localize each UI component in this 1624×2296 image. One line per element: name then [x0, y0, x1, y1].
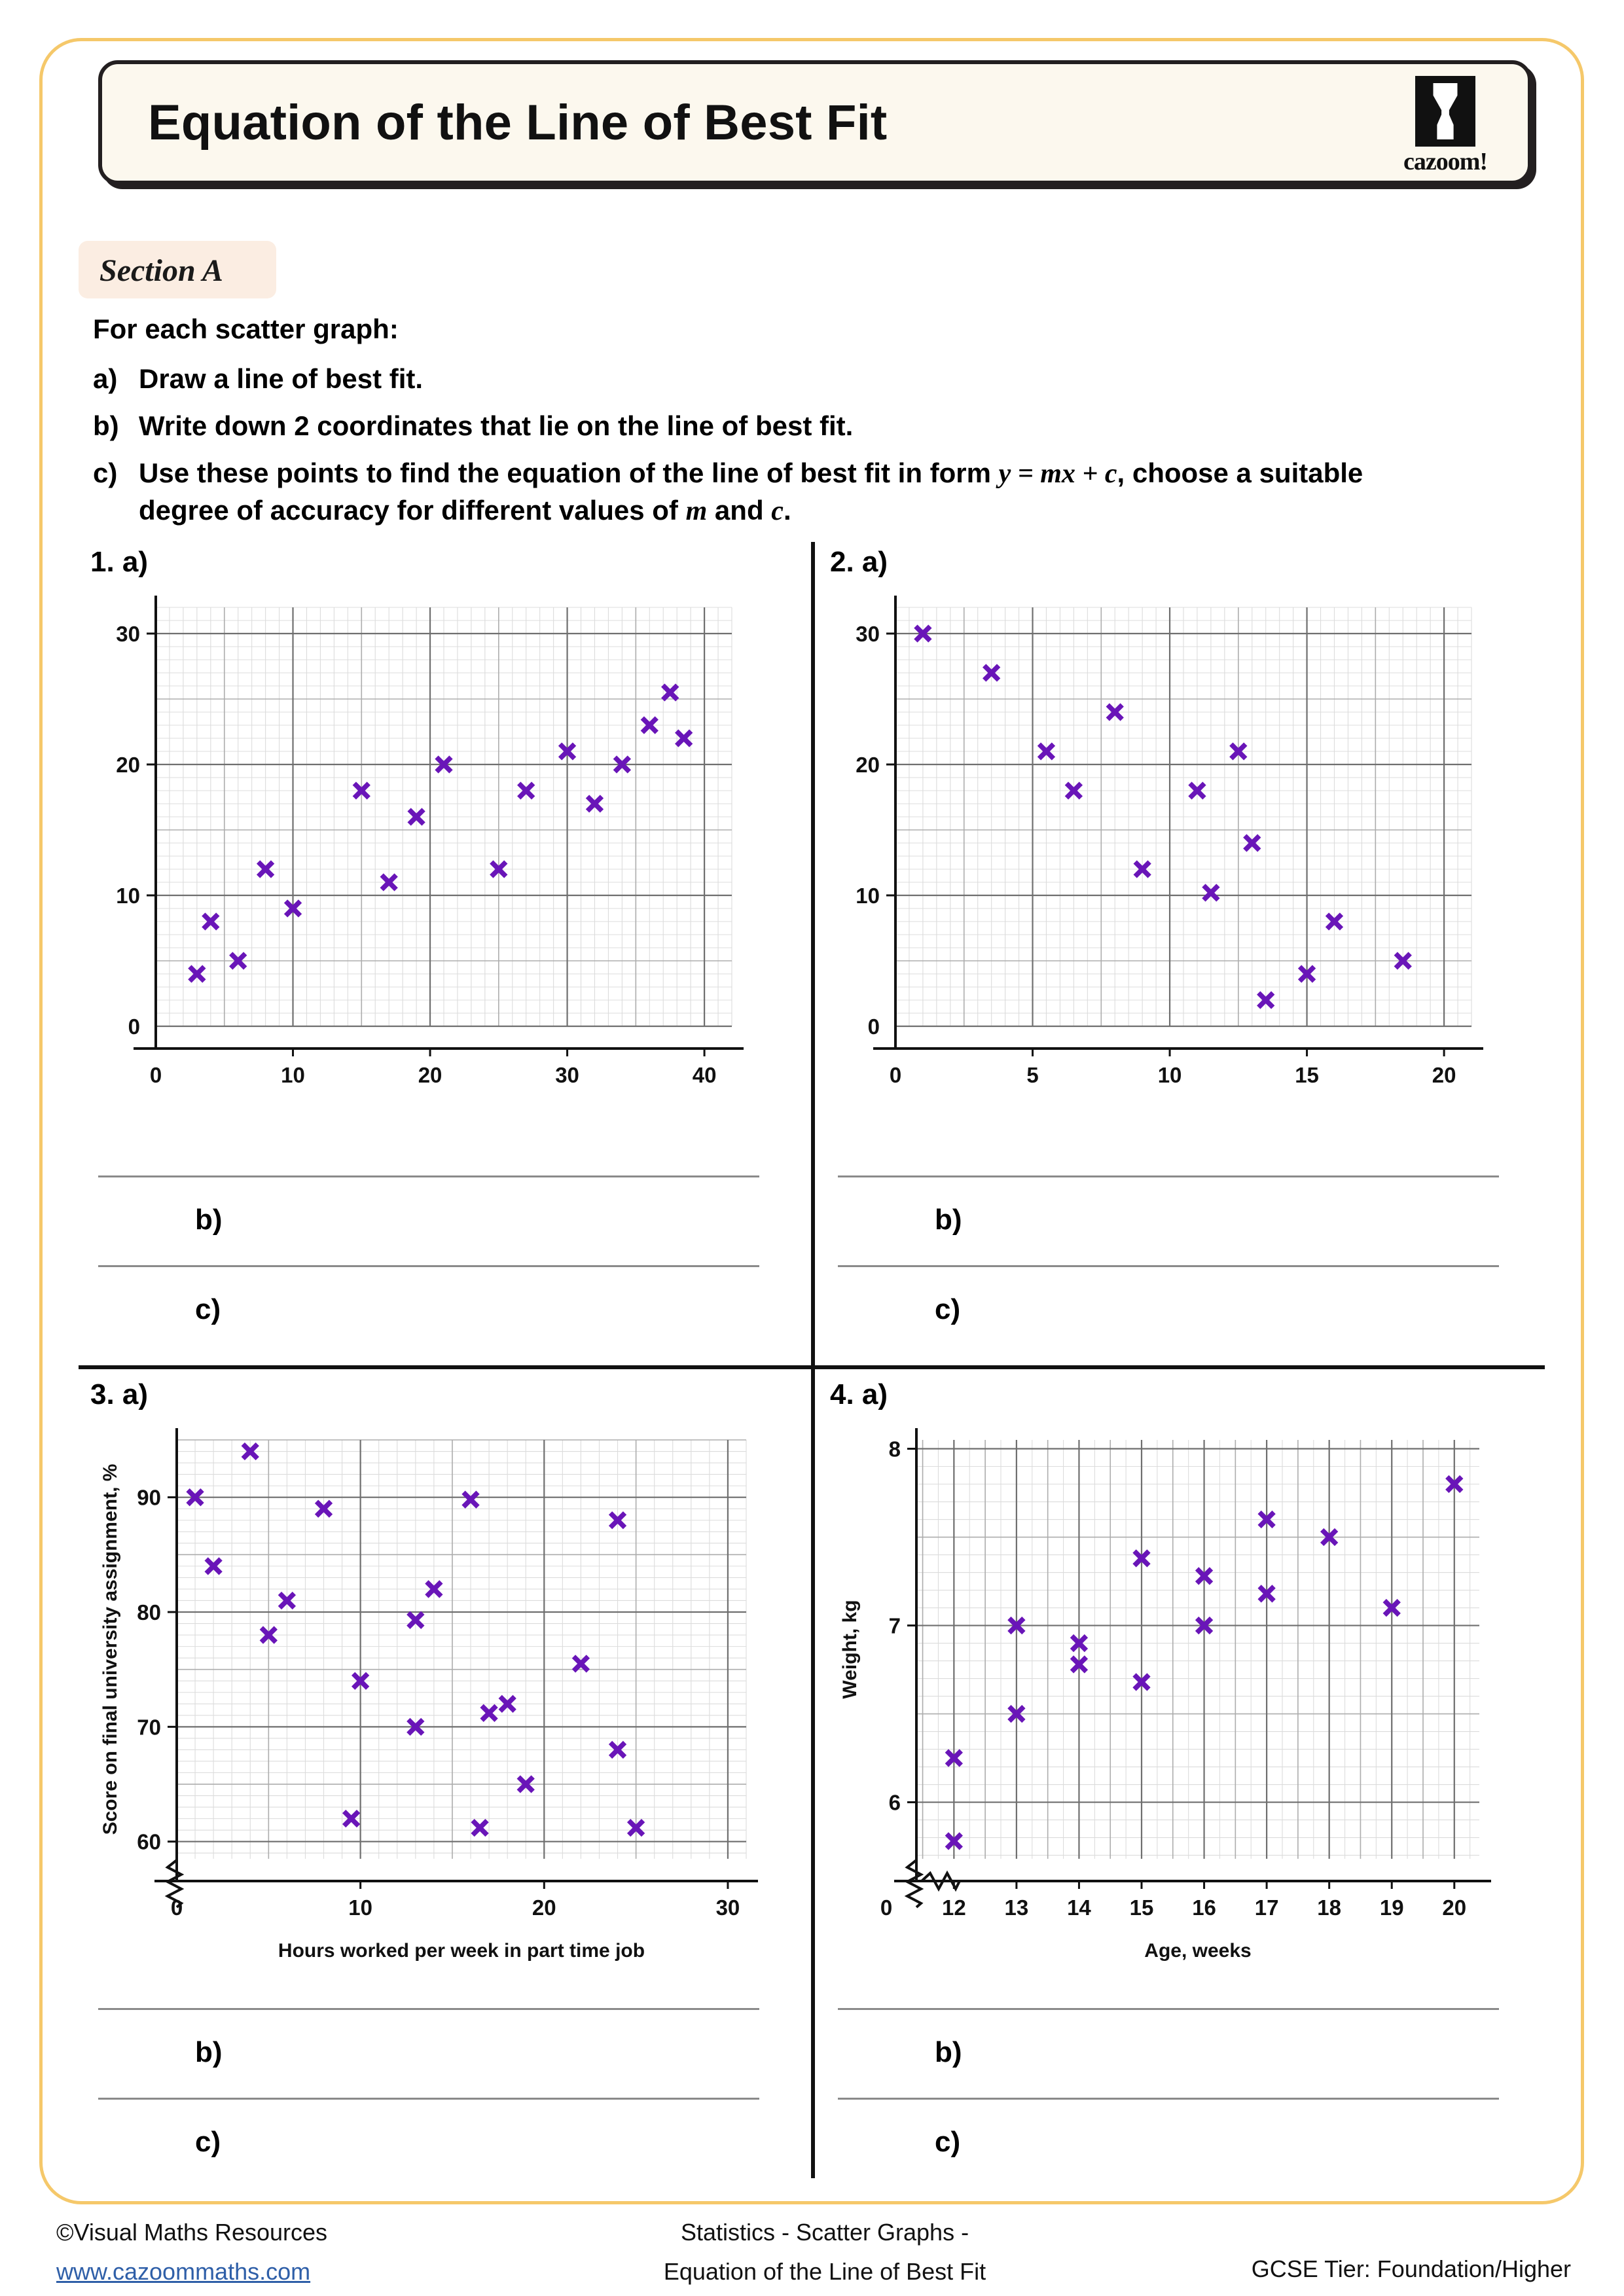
section-badge-label: Section A	[99, 253, 223, 288]
question-2-label: 2. a)	[830, 546, 888, 578]
svg-text:0: 0	[149, 1063, 162, 1087]
svg-text:16: 16	[1192, 1895, 1216, 1920]
svg-text:0: 0	[867, 1014, 880, 1039]
title-banner	[98, 60, 1532, 185]
footer-topic-line1: Statistics - Scatter Graphs -	[680, 2219, 969, 2246]
svg-text:15: 15	[1129, 1895, 1154, 1920]
footer-topic-line2: Equation of the Line of Best Fit	[663, 2258, 986, 2285]
cazoom-logo	[1393, 76, 1498, 181]
svg-text:20: 20	[1442, 1895, 1467, 1920]
instruction-cont-part3: .	[783, 495, 791, 526]
svg-text:7: 7	[888, 1613, 901, 1638]
question-grid	[79, 542, 1545, 2178]
horizontal-divider	[79, 1365, 1545, 1369]
scatter-chart-1	[79, 588, 805, 1118]
question-2-c-label: c)	[935, 1293, 961, 1325]
svg-text:90: 90	[137, 1485, 161, 1510]
instruction-item-c	[93, 459, 1533, 525]
svg-text:40: 40	[692, 1063, 717, 1087]
instruction-cont-part1: degree of accuracy for different values of	[139, 495, 686, 526]
svg-text:19: 19	[1379, 1895, 1404, 1920]
instructions	[93, 315, 1533, 545]
instruction-item-b	[93, 412, 1533, 440]
svg-text:0: 0	[170, 1895, 183, 1920]
answer-rule	[838, 1175, 1499, 1177]
svg-text:10: 10	[348, 1895, 373, 1920]
question-3-label: 3. a)	[90, 1378, 149, 1410]
question-4-b-label: b)	[935, 2036, 962, 2068]
svg-text:10: 10	[856, 884, 880, 908]
scatter-chart-4	[818, 1420, 1545, 1962]
svg-text:15: 15	[1295, 1063, 1319, 1087]
svg-text:0: 0	[128, 1014, 140, 1039]
instruction-marker: a)	[93, 363, 118, 394]
page-title: Equation of the Line of Best Fit	[148, 95, 888, 151]
svg-text:30: 30	[715, 1895, 740, 1920]
svg-text:60: 60	[137, 1829, 161, 1854]
instruction-text-part2: , choose a suitable	[1117, 457, 1363, 488]
question-3-c-label: c)	[195, 2126, 221, 2158]
svg-text:10: 10	[281, 1063, 305, 1087]
question-4-answers	[818, 2008, 1545, 2187]
vertical-divider	[811, 542, 815, 2178]
svg-text:10: 10	[116, 884, 140, 908]
answer-rule	[98, 1175, 759, 1177]
instruction-cont-part2: and	[707, 495, 772, 526]
question-4-label: 4. a)	[830, 1378, 888, 1410]
svg-text:30: 30	[116, 622, 140, 646]
answer-rule	[98, 2098, 759, 2100]
svg-text:5: 5	[1026, 1063, 1039, 1087]
instruction-text: Draw a line of best fit.	[139, 363, 424, 394]
instruction-marker: c)	[93, 457, 118, 488]
answer-rule	[98, 1265, 759, 1267]
instruction-text-part1: Use these points to find the equation of the line of best fit in form	[139, 457, 999, 488]
footer-tier: GCSE Tier: Foundation/Higher	[1251, 2255, 1571, 2282]
svg-text:Score on final university assi: Score on final university assignment, %	[99, 1463, 121, 1835]
instruction-item-a	[93, 365, 1533, 393]
question-2	[818, 542, 1545, 1360]
question-2-b-label: b)	[935, 1204, 962, 1236]
svg-text:20: 20	[418, 1063, 442, 1087]
answer-rule	[838, 2008, 1499, 2010]
svg-text:6: 6	[888, 1790, 901, 1815]
svg-text:70: 70	[137, 1715, 161, 1740]
equation-form: y = mx + c	[998, 459, 1117, 489]
answer-rule	[98, 2008, 759, 2010]
svg-text:30: 30	[856, 622, 880, 646]
svg-text:0: 0	[880, 1895, 893, 1920]
question-1-label: 1. a)	[90, 546, 149, 578]
svg-text:17: 17	[1254, 1895, 1279, 1920]
instructions-lead: For each scatter graph:	[93, 314, 399, 344]
footer-website-link[interactable]: www.cazoommaths.com	[56, 2258, 311, 2285]
question-3-answers	[79, 2008, 805, 2187]
svg-text:18: 18	[1317, 1895, 1342, 1920]
svg-text:8: 8	[888, 1437, 901, 1462]
scatter-chart-3	[79, 1420, 805, 1962]
svg-text:Age, weeks: Age, weeks	[1144, 1940, 1252, 1962]
instruction-marker: b)	[93, 410, 119, 441]
section-badge	[79, 241, 276, 298]
variable-m: m	[685, 496, 708, 526]
question-4-c-label: c)	[935, 2126, 961, 2158]
question-1-answers	[79, 1175, 805, 1355]
question-1-b-label: b)	[195, 1204, 223, 1236]
scatter-chart-2	[818, 588, 1545, 1118]
variable-c: c	[771, 496, 784, 526]
question-2-answers	[818, 1175, 1545, 1355]
answer-rule	[838, 2098, 1499, 2100]
data-points	[190, 685, 691, 981]
svg-text:14: 14	[1067, 1895, 1091, 1920]
answer-rule	[838, 1265, 1499, 1267]
svg-text:Weight, kg: Weight, kg	[839, 1600, 861, 1699]
svg-text:20: 20	[856, 753, 880, 777]
footer-copyright: ©Visual Maths Resources	[56, 2219, 328, 2246]
svg-text:0: 0	[889, 1063, 902, 1087]
question-3-b-label: b)	[195, 2036, 223, 2068]
question-4	[818, 1374, 1545, 2193]
svg-text:Hours worked per week in part: Hours worked per week in part time job	[278, 1940, 645, 1962]
logo-wordmark: cazoom!	[1403, 148, 1488, 175]
instruction-text: Write down 2 coordinates that lie on the line of best fit.	[139, 410, 854, 441]
svg-text:13: 13	[1004, 1895, 1029, 1920]
svg-text:30: 30	[555, 1063, 579, 1087]
svg-text:12: 12	[941, 1895, 966, 1920]
svg-text:20: 20	[116, 753, 140, 777]
question-1	[79, 542, 805, 1360]
question-1-c-label: c)	[195, 1293, 221, 1325]
svg-text:80: 80	[137, 1600, 161, 1625]
hourglass-icon	[1415, 76, 1475, 147]
question-3	[79, 1374, 805, 2193]
svg-text:10: 10	[1157, 1063, 1182, 1087]
svg-text:20: 20	[1432, 1063, 1456, 1087]
svg-text:20: 20	[532, 1895, 556, 1920]
